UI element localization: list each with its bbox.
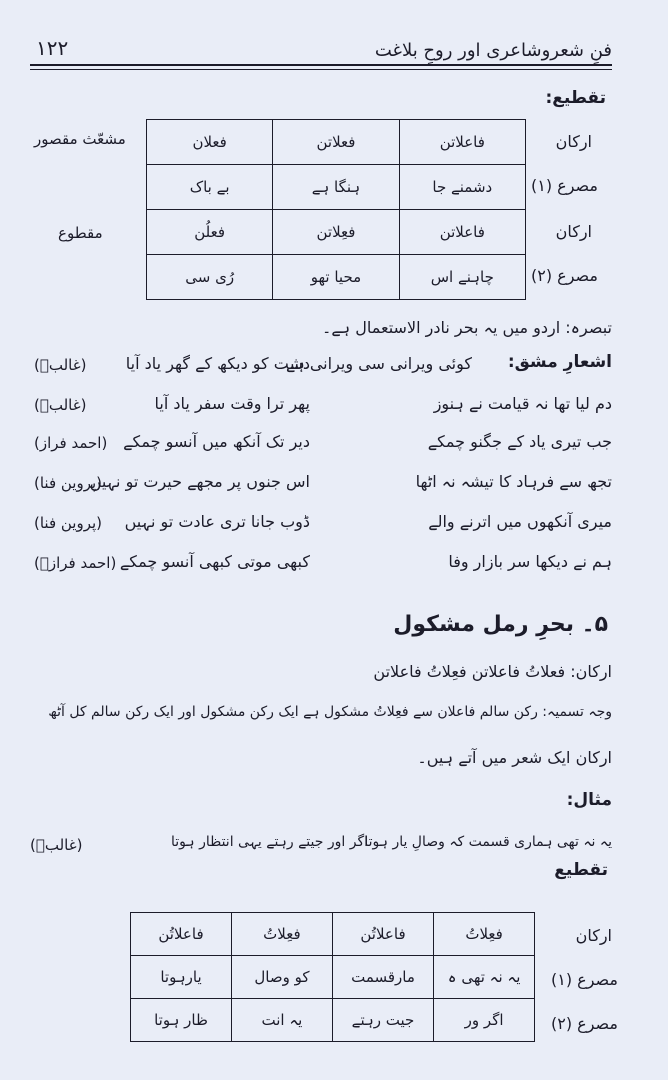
table-cell: یارہوتا — [131, 956, 232, 999]
couplet-misra-2: اس جنوں پر مجھے حیرت تو نہیں — [89, 472, 310, 491]
row-label: مصرع (۱) — [551, 970, 618, 989]
section-title: ۵۔ بحرِ رمل مشکول — [393, 612, 608, 637]
couplet-misra-1: ہم نے دیکھا سر بازار وفا — [448, 552, 612, 571]
poet-name: (غالبؔ) — [34, 396, 87, 414]
row-label: ارکان — [555, 132, 592, 151]
comment-line: تبصرہ: اردو میں یہ بحر نادر الاستعمال ہے۔ — [322, 318, 612, 337]
scansion-table-1 — [146, 119, 526, 300]
table-cell: یہ نہ تھی ہ — [434, 956, 535, 999]
row-label: ارکان — [575, 926, 612, 945]
table-cell: فعِلاتُ — [434, 913, 535, 956]
table-cell: فعلان — [147, 120, 273, 165]
row-label: مصرع (۲) — [531, 266, 598, 285]
poet-name: (احمد فرازؔ) — [34, 554, 117, 572]
example-misra-2: اگر اور جیتے رہتے یہی انتظار ہوتا — [171, 834, 368, 850]
example-label: مثال: — [566, 790, 612, 810]
table-cell: ہنگا ہے — [273, 165, 399, 210]
couplet-misra-1: تجھ سے فرہاد کا تیشہ نہ اٹھا — [415, 472, 612, 491]
header-rule — [30, 64, 612, 66]
meter-note: مقطوع — [58, 224, 103, 242]
table-cell: فعلُن — [147, 210, 273, 255]
table-cell: فعلاتن — [273, 120, 399, 165]
table-row — [131, 956, 535, 999]
table-cell: دشمنے جا — [399, 165, 525, 210]
poet-name: (احمد فراز) — [34, 434, 108, 452]
page-number: ۱۲۲ — [36, 36, 69, 60]
couplet-misra-1: کوئی ویرانی سی ویرانی ہے — [286, 354, 472, 373]
couplet-misra-1: دم لیا تھا نہ قیامت نے ہنوز — [433, 394, 612, 413]
header-rule-thin — [30, 69, 612, 70]
table-cell: ظار ہوتا — [131, 999, 232, 1042]
couplet-misra-2: کبھی موتی کبھی آنسو چمکے — [119, 552, 310, 571]
table-cell: فعِلاتُ — [232, 913, 333, 956]
scansion-table-2 — [130, 912, 535, 1042]
table-cell: فاعلاتن — [399, 210, 525, 255]
row-label: ارکان — [555, 222, 592, 241]
table-cell: یہ انت — [232, 999, 333, 1042]
couplet-misra-2: دشت کو دیکھ کے گھر یاد آیا — [125, 354, 310, 373]
table-row — [131, 999, 535, 1042]
wajh-tasmiya-line-1: وجہ تسمیہ: رکن سالم فاعلان سے فعِلاتُ مشکول ہے ایک رکن مشکول اور ایک رکن سالم کل آٹھ — [48, 704, 612, 720]
wajh-tasmiya-line-2: ارکان ایک شعر میں آتے ہیں۔ — [417, 748, 612, 767]
book-title: فنِ شعروشاعری اور روحِ بلاغت — [374, 40, 612, 61]
table-row — [147, 165, 526, 210]
poet-name: (غالبؔ) — [30, 836, 83, 854]
table-cell: کو وصال — [232, 956, 333, 999]
taqti-heading-2: تقطیع — [554, 860, 608, 880]
table-cell: مارقسمت — [332, 956, 433, 999]
poet-name: (پروین فنا) — [34, 514, 103, 532]
row-label: مصرع (۱) — [531, 176, 598, 195]
table-cell: بے باک — [147, 165, 273, 210]
poet-name: (پروین فنا) — [34, 474, 103, 492]
poet-name: (غالبؔ) — [34, 356, 87, 374]
arkan-line: ارکان: فعلاتُ فاعلاتن فعِلاتُ فاعلاتن — [373, 662, 612, 681]
row-label: مصرع (۲) — [551, 1014, 618, 1033]
example-misra-1: یہ نہ تھی ہماری قسمت کہ وصالِ یار ہوتا — [364, 834, 612, 850]
table-cell: جیت رہتے — [332, 999, 433, 1042]
practice-label: اشعارِ مشق: — [507, 352, 612, 372]
couplet-misra-1: جب تیری یاد کے جگنو چمکے — [427, 432, 612, 451]
table-cell: فاعلاتُن — [332, 913, 433, 956]
table-cell: فعِلاتن — [273, 210, 399, 255]
table-row — [147, 120, 526, 165]
table-cell: اگر ور — [434, 999, 535, 1042]
couplet-misra-1: میری آنکھوں میں اترنے والے — [428, 512, 612, 531]
couplet-misra-2: دیر تک آنکھ میں آنسو چمکے — [123, 432, 310, 451]
table-cell: فاعلاتن — [399, 120, 525, 165]
couplet-misra-2: پھر ترا وقت سفر یاد آیا — [154, 394, 310, 413]
table-cell: رُی سی — [147, 255, 273, 300]
table-cell: فاعلاتُن — [131, 913, 232, 956]
table-row — [147, 210, 526, 255]
table-row — [147, 255, 526, 300]
table-row — [131, 913, 535, 956]
couplet-misra-2: ڈوب جانا تری عادت تو نہیں — [124, 512, 310, 531]
table-cell: چاہنے اس — [399, 255, 525, 300]
taqti-heading: تقطیع: — [545, 88, 606, 108]
meter-note: مشعّث مقصور — [34, 130, 126, 148]
table-cell: محیا تھو — [273, 255, 399, 300]
